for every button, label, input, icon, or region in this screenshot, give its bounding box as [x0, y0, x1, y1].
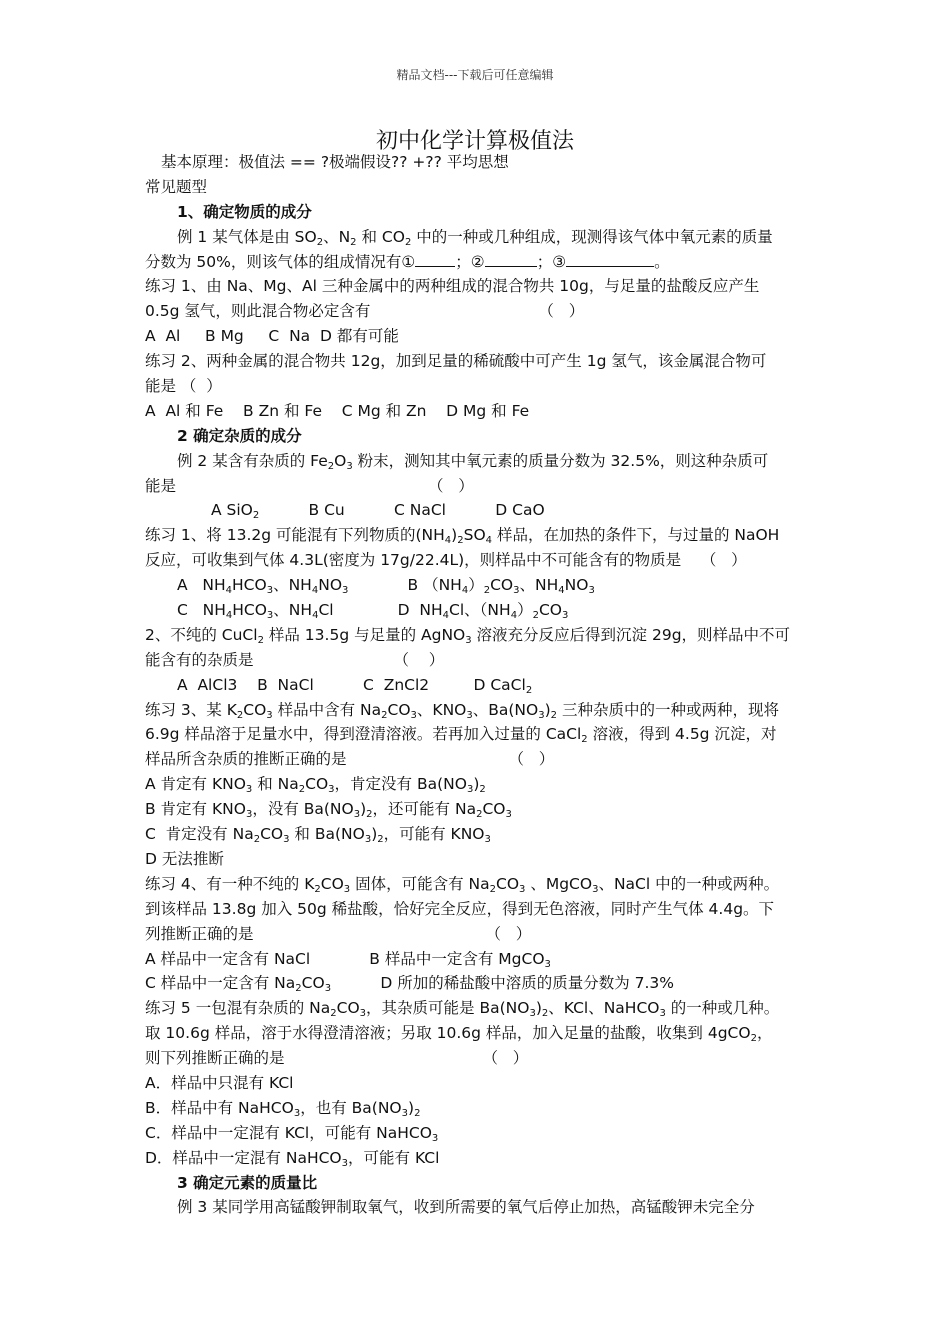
text-line: A 样品中一定含有 NaCl B 样品中一定含有 MgCO$_3$	[145, 949, 551, 970]
text-line: 例 2 某含有杂质的 $Fe_2O_3$ 粉末，测知其中氧元素的质量分数为 32.5%，则这种杂质可	[177, 451, 769, 472]
text-line: 0.5g 氢气，则此混合物必定含有 （ ）	[145, 302, 585, 321]
text-line: 常见题型	[145, 177, 208, 196]
document-title: 初中化学计算极值法	[375, 129, 574, 154]
text-line: A 肯定有 $KNO_3$ 和 $Na_2CO_3$，肯定没有 $Ba(NO_3)_2$	[145, 775, 486, 796]
text-line: 2 确定杂质的成分	[177, 426, 302, 445]
text-line: 1、确定物质的成分	[177, 202, 312, 221]
text-line: 分数为 50%，则该气体的组成情况有① ；② ；③ 。	[145, 252, 670, 271]
text-line: 能是 （ ）	[145, 377, 222, 396]
text-line: D．样品中一定混有 NaHCO$_3$，可能有 KCl	[145, 1148, 440, 1169]
text-line: 基本原理：极值法 == ?极端假设?? +?? 平均思想	[161, 153, 509, 171]
text-line: B 肯定有 $KNO_3$，没有 $Ba(NO_3)_2$，还可能有 $Na_2CO_3$	[145, 800, 512, 821]
text-line: 6.9g 样品溶于足量水中，得到澄清溶液。若再加入过量的 CaCl$_2$ 溶液，得到 4.5g 沉淀，对	[145, 725, 777, 746]
text-line: A Al B Mg C Na D 都有可能	[145, 327, 399, 346]
text-line: 练习 5 一包混有杂质的 $Na_2CO_3$，其杂质可能是 $Ba(NO_3)_2$、KCl、NaHCO$_3$ 的一种或几种。	[145, 999, 780, 1020]
text-line: 例 3 某同学用高锰酸钾制取氧气，收到所需要的氧气后停止加热，高锰酸钾未完全分	[177, 1198, 755, 1217]
text-line: 练习 3、某 $K_2CO_3$ 样品中含有 $Na_2CO_3$、$KNO_3$、$Ba(NO_3)_2$ 三种杂质中的一种或两种，现将	[145, 700, 779, 721]
text-line: 练习 1、将 13.2g 可能混有下列物质的$(NH_4)_2SO_4$ 样品，在加热的条件下，与过量的 NaOH	[145, 526, 780, 547]
text-line: 反应，可收集到气体 4.3L(密度为 17g/22.4L)，则样品中不可能含有的物质是 （ ）	[145, 551, 747, 570]
text-line: 练习 4、有一种不纯的 $K_2CO_3$ 固体，可能含有 $Na_2CO_3$ 、MgCO$_3$、NaCl 中的一种或两种。	[145, 874, 780, 895]
text-line: A SiO$_2$ B Cu C NaCl D CaO	[211, 501, 545, 522]
text-line: B．样品中有 NaHCO$_3$，也有 $Ba(NO_3)_2$	[145, 1098, 421, 1119]
text-line: C 肯定没有 $Na_2CO_3$ 和 $Ba(NO_3)_2$，可能有 $KNO_3$	[145, 825, 491, 846]
text-line: 3 确定元素的质量比	[177, 1173, 318, 1192]
text-line: 则下列推断正确的是 （ ）	[145, 1049, 529, 1068]
text-line: 练习 2、两种金属的混合物共 12g，加到足量的稀硫酸中可产生 1g 氢气，该金属混合物可	[145, 352, 767, 371]
text-line: A Al 和 Fe B Zn 和 Fe C Mg 和 Zn D Mg 和 Fe	[145, 401, 530, 420]
text-line: 到该样品 13.8g 加入 50g 稀盐酸，恰好完全反应，得到无色溶液，同时产生气体 4.4g。下	[145, 899, 775, 918]
text-line: D 无法推断	[145, 849, 224, 868]
text-line: A $NH_4HCO_3$、$NH_4NO_3$ B $(NH_4)_2CO_3$、$NH_4NO_3$	[177, 576, 595, 597]
page-header: 精品文档---下载后可任意编辑	[396, 68, 554, 82]
text-line: C．样品中一定混有 KCl，可能有 NaHCO$_3$	[145, 1123, 439, 1144]
text-line: C 样品中一定含有 $Na_2CO_3$ D 所加的稀盐酸中溶质的质量分数为 7.3%	[145, 974, 675, 995]
text-line: 列推断正确的是 （ ）	[145, 924, 532, 943]
text-line: 能含有的杂质是 （ ）	[145, 650, 445, 669]
text-line: 例 1 某气体是由 $SO_2$、$N_2$ 和 $CO_2$ 中的一种或几种组成，现测得该气体中氧元素的质量	[177, 227, 773, 248]
text-line: 样品所含杂质的推断正确的是 （ ）	[145, 750, 555, 769]
text-line: 2、不纯的 CuCl$_2$ 样品 13.5g 与足量的 AgNO$_3$ 溶液充分反应后得到沉淀 29g，则样品中不可	[145, 625, 791, 646]
text-line: A AlCl3 B NaCl C ZnCl2 D CaCl$_2$	[177, 675, 533, 696]
text-line: 取 10.6g 样品，溶于水得澄清溶液；另取 10.6g 样品，加入足量的盐酸，收集到 4gCO$_2$，	[145, 1024, 773, 1045]
text-line: A．样品中只混有 KCl	[145, 1073, 294, 1092]
document-body	[145, 150, 810, 1220]
text-line: 能是 （ ）	[145, 476, 474, 495]
text-line: C $NH_4HCO_3$、$NH_4Cl$ D $NH_4Cl$、$(NH_4)_2CO_3$	[177, 601, 569, 622]
text-line: 练习 1、由 Na、Mg、Al 三种金属中的两种组成的混合物共 10g，与足量的盐酸反应产生	[145, 277, 760, 296]
